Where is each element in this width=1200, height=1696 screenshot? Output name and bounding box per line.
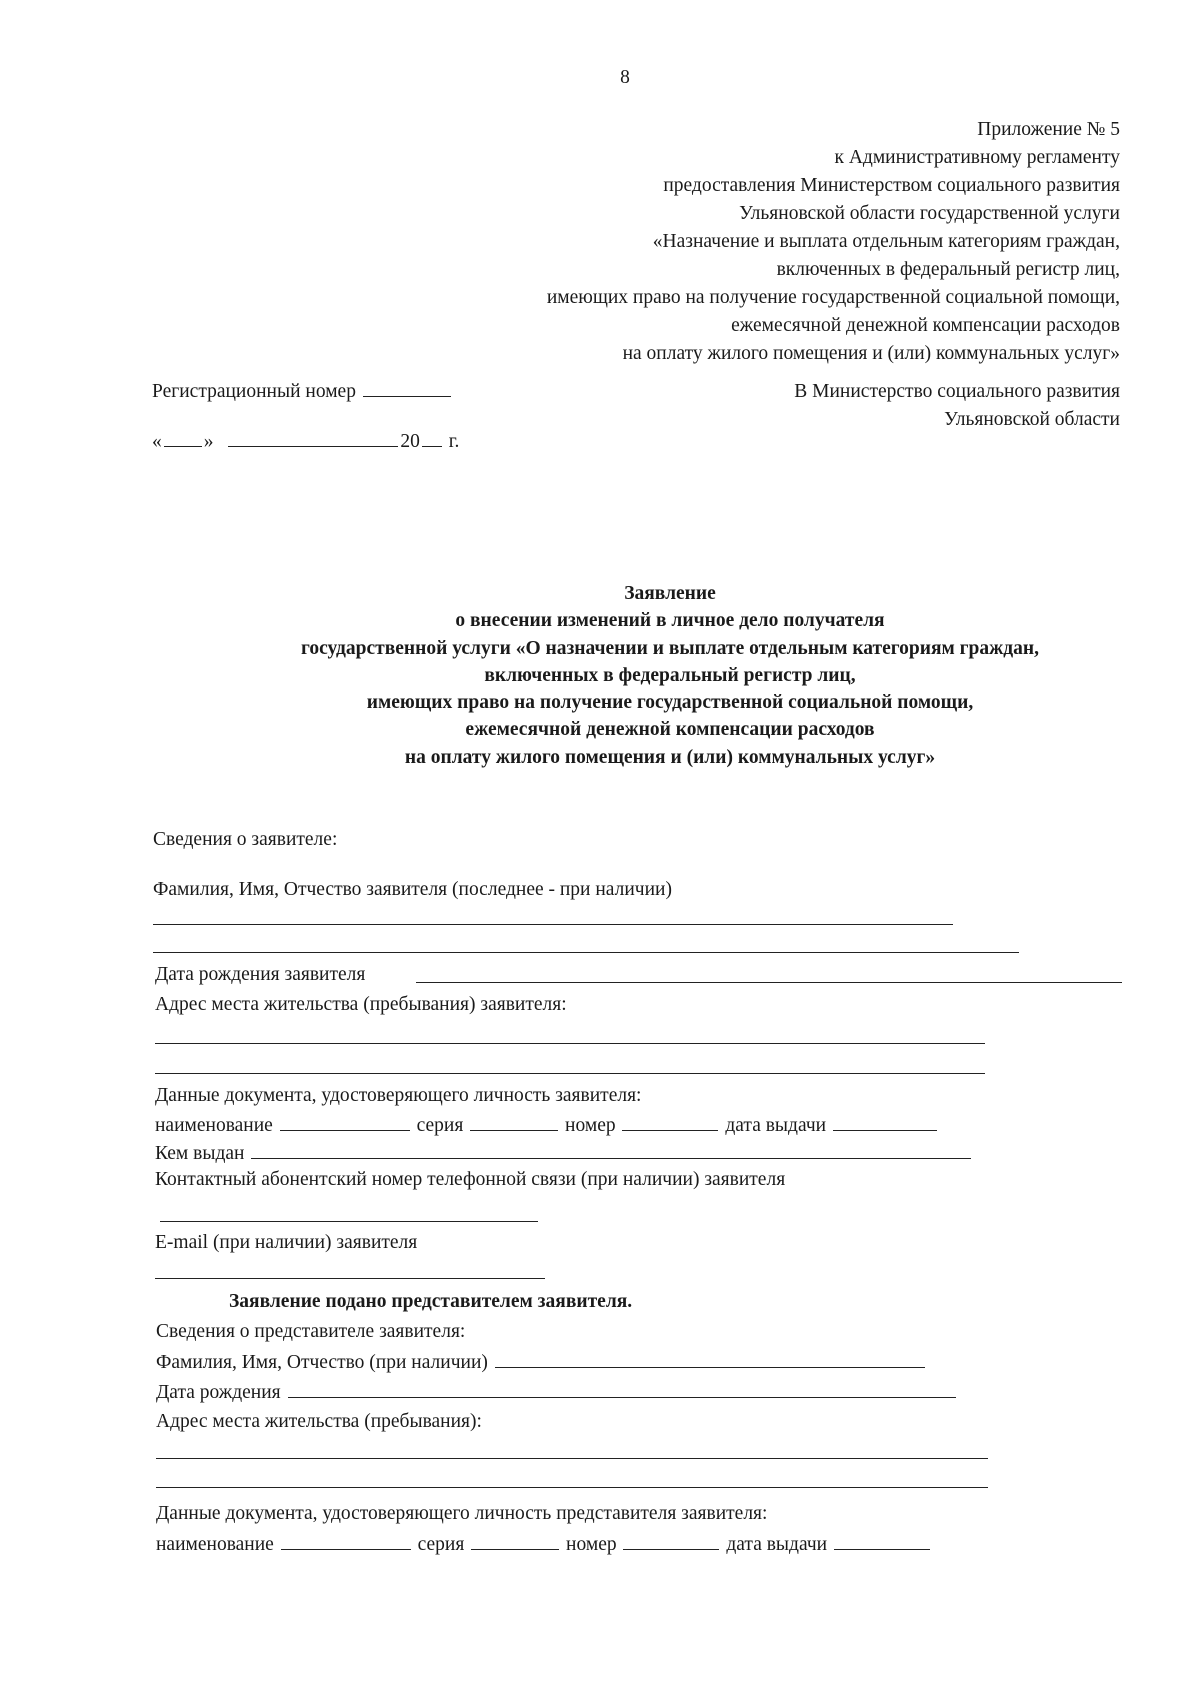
doc-name-label: наименование bbox=[155, 1115, 273, 1136]
annex-line: Приложение № 5 bbox=[977, 119, 1120, 140]
rep-address-line-1[interactable] bbox=[156, 1458, 988, 1459]
annex-line: ежемесячной денежной компенсации расходов bbox=[731, 315, 1120, 336]
applicant-issued-row bbox=[155, 1140, 973, 1166]
annex-line: предоставления Министерством социального развития bbox=[663, 175, 1120, 196]
applicant-fio-label: Фамилия, Имя, Отчество заявителя (последнее - при наличии) bbox=[153, 879, 672, 900]
title-line: на оплату жилого помещения и (или) коммунальных услуг» bbox=[404, 746, 936, 768]
rep-doc-name-label: наименование bbox=[156, 1534, 274, 1555]
applicant-fio-line-2[interactable] bbox=[153, 952, 1019, 953]
annex-line: «Назначение и выплата отдельным категориям граждан, bbox=[652, 231, 1120, 252]
annex-line: имеющих право на получение государственной социальной помощи, bbox=[546, 287, 1120, 308]
page-number: 8 bbox=[620, 67, 630, 88]
applicant-address-label: Адрес места жительства (пребывания) заявителя: bbox=[155, 994, 567, 1015]
doc-name-field[interactable] bbox=[280, 1112, 410, 1131]
title-line: государственной услуги «О назначении и выплате отдельным категориям граждан, bbox=[300, 637, 1039, 659]
representative-doc-label: Данные документа, удостоверяющего личность представителя заявителя: bbox=[156, 1503, 768, 1524]
title-line: включенных в федеральный регистр лиц, bbox=[484, 664, 856, 686]
addressee-block bbox=[794, 378, 1120, 434]
doc-date-label: дата выдачи bbox=[725, 1115, 827, 1136]
applicant-phone-field[interactable] bbox=[160, 1221, 538, 1222]
applicant-fio-line-1[interactable] bbox=[153, 924, 953, 925]
registration-date-row bbox=[152, 428, 459, 454]
applicant-address-line-2[interactable] bbox=[155, 1073, 985, 1074]
year-field[interactable] bbox=[422, 428, 442, 447]
date-open-quote: « bbox=[152, 431, 162, 452]
representative-heading: Заявление подано представителем заявителя. bbox=[229, 1291, 633, 1312]
rep-doc-number-label: номер bbox=[566, 1534, 617, 1555]
month-field[interactable] bbox=[228, 428, 398, 447]
rep-doc-date-label: дата выдачи bbox=[726, 1534, 828, 1555]
addressee-line: Ульяновской области bbox=[944, 409, 1120, 430]
year-suffix: г. bbox=[448, 431, 460, 452]
rep-doc-number-field[interactable] bbox=[623, 1531, 719, 1550]
title-line: о внесении изменений в личное дело получателя bbox=[455, 610, 885, 632]
applicant-birth-label: Дата рождения заявителя bbox=[155, 964, 366, 985]
rep-fio-field[interactable] bbox=[495, 1349, 925, 1368]
rep-address-line-2[interactable] bbox=[156, 1487, 988, 1488]
doc-number-label: номер bbox=[565, 1115, 616, 1136]
rep-doc-series-label: серия bbox=[417, 1534, 465, 1555]
applicant-section-label: Сведения о заявителе: bbox=[153, 829, 338, 850]
doc-number-field[interactable] bbox=[622, 1112, 718, 1131]
title-line: Заявление bbox=[624, 583, 716, 604]
rep-birth-field[interactable] bbox=[288, 1379, 956, 1398]
day-field[interactable] bbox=[164, 428, 202, 447]
document-title bbox=[0, 580, 1200, 771]
title-line: имеющих право на получение государственной социальной помощи, bbox=[366, 692, 974, 714]
issued-by-label: Кем выдан bbox=[155, 1143, 245, 1164]
applicant-email-field[interactable] bbox=[155, 1278, 545, 1279]
annex-line: включенных в федеральный регистр лиц, bbox=[776, 259, 1120, 280]
doc-series-field[interactable] bbox=[470, 1112, 558, 1131]
applicant-phone-label: Контактный абонентский номер телефонной связи (при наличии) заявителя bbox=[155, 1169, 786, 1190]
rep-doc-series-field[interactable] bbox=[471, 1531, 559, 1550]
rep-doc-date-field[interactable] bbox=[834, 1531, 930, 1550]
doc-series-label: серия bbox=[416, 1115, 464, 1136]
addressee-line: В Министерство социального развития bbox=[794, 381, 1120, 402]
rep-birth-label: Дата рождения bbox=[156, 1382, 281, 1403]
representative-section-label: Сведения о представителе заявителя: bbox=[156, 1321, 466, 1342]
registration-number-label: Регистрационный номер bbox=[152, 381, 356, 402]
annex-line: на оплату жилого помещения и (или) коммунальных услуг» bbox=[622, 343, 1120, 364]
year-prefix: 20 bbox=[400, 431, 420, 452]
rep-doc-name-field[interactable] bbox=[281, 1531, 411, 1550]
annex-header bbox=[420, 116, 1120, 368]
registration-number-field[interactable] bbox=[363, 378, 451, 397]
title-line: ежемесячной денежной компенсации расходов bbox=[465, 719, 875, 741]
applicant-address-line-1[interactable] bbox=[155, 1043, 985, 1044]
applicant-doc-row bbox=[155, 1112, 939, 1138]
doc-date-field[interactable] bbox=[833, 1112, 937, 1131]
issued-by-field[interactable] bbox=[251, 1140, 971, 1159]
annex-line: к Административному регламенту bbox=[834, 147, 1120, 168]
representative-address-label: Адрес места жительства (пребывания): bbox=[156, 1411, 482, 1432]
applicant-doc-label: Данные документа, удостоверяющего личность заявителя: bbox=[155, 1085, 642, 1106]
rep-fio-label: Фамилия, Имя, Отчество (при наличии) bbox=[156, 1352, 488, 1373]
date-close-quote: » bbox=[203, 431, 214, 452]
representative-birth-row bbox=[156, 1379, 958, 1405]
representative-fio-row bbox=[156, 1349, 927, 1375]
applicant-birth-field[interactable] bbox=[416, 982, 1122, 983]
registration-number-row bbox=[152, 378, 453, 404]
applicant-email-label: E-mail (при наличии) заявителя bbox=[155, 1232, 418, 1253]
representative-doc-row bbox=[156, 1531, 932, 1557]
annex-line: Ульяновской области государственной услуги bbox=[739, 203, 1120, 224]
